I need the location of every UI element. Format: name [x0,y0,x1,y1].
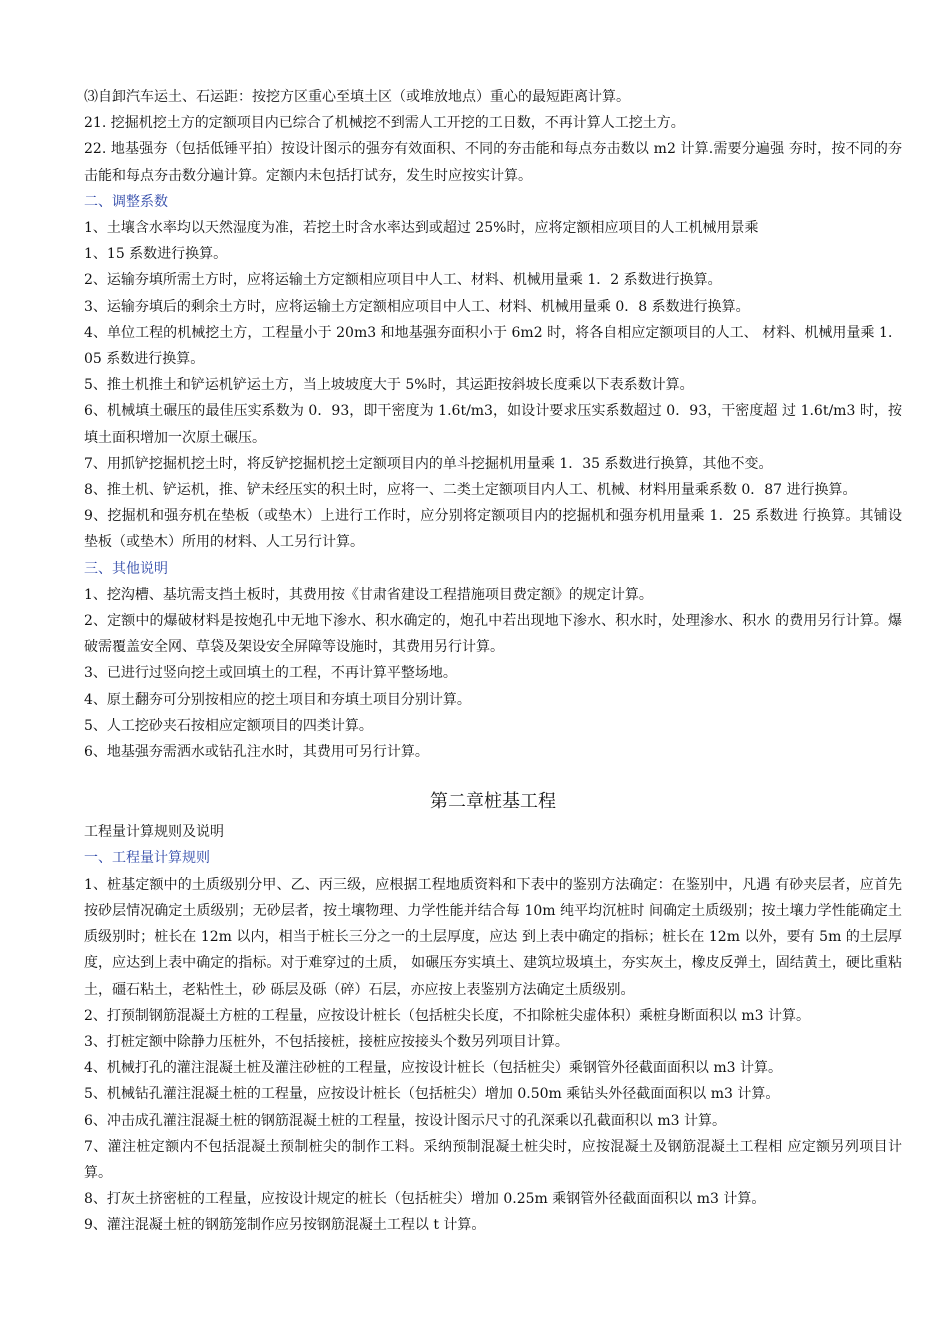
list-item: 1、15 系数进行换算。 [84,246,228,263]
paragraph: ⑶自卸汽车运土、石运距：按挖方区重心至填土区（或堆放地点）重心的最短距离计算。 [84,89,630,105]
list-item: 4、机械打孔的灌注混凝土桩及灌注砂桩的工程量，应按设计桩长（包括桩尖）乘钢管外径截面面积以 m3 计算。 [84,1060,782,1077]
section-heading-other: 三、其他说明 [84,560,168,577]
list-item: 7、灌注桩定额内不包括混凝土预制桩尖的制作工料。采纳预制混凝土桩尖时，应按混凝土及钢筋混凝土工程相 应定额另列项目计算。 [84,1138,902,1181]
list-item: 3、运输夯填后的剩余土方时，应将运输土方定额相应项目中人工、材料、机械用量乘 0．8 系数进行换算。 [84,298,750,315]
chapter-title: 第二章桩基工程 [430,791,556,813]
list-item: 8、打灰土挤密桩的工程量，应按设计规定的桩长（包括桩尖）增加 0.25m 乘钢管外径截面面积以 m3 计算。 [84,1191,766,1208]
list-item: 6、冲击成孔灌注混凝土桩的钢筋混凝土桩的工程量，按设计图示尺寸的孔深乘以孔截面积以 m3 计算。 [84,1112,726,1129]
top-paragraphs [84,84,902,189]
list-item: 5、推土机推土和铲运机铲运土方，当上坡坡度大于 5%时，其运距按斜坡长度乘以下表系数计算。 [84,377,694,394]
list-item: 6、机械填土碾压的最佳压实系数为 0．93，即干密度为 1.6t/m3，如设计要求压实系数超过 0．93，干密度超 过 1.6t/m3 时，按填土面积增加一次原土碾压。 [84,403,902,446]
list-item: 3、打桩定额中除静力压桩外，不包括接桩，接桩应按接头个数另列项目计算。 [84,1033,569,1050]
list-item: 7、用抓铲挖掘机挖土时，将反铲挖掘机挖土定额项目内的单斗挖掘机用量乘 1．35 系数进行换算，其他不变。 [84,455,773,472]
section-heading-rules: 一、工程量计算规则 [84,850,210,867]
list-item: 8、推土机、铲运机，推、铲未经压实的积土时，应将一、二类土定额项目内人工、机械、材料用量乘系数 0．87 进行换算。 [84,482,857,499]
list-item: 4、原土翻夯可分别按相应的挖土项目和夯填土项目分别计算。 [84,691,471,708]
paragraph: 21. 挖掘机挖土方的定额项目内已综合了机械挖不到需人工开挖的工日数，不再计算人工挖土方。 [84,115,685,132]
rules-list [84,872,902,1239]
list-item: 2、运输夯填所需土方时，应将运输土方定额相应项目中人工、材料、机械用量乘 1．2 系数进行换算。 [84,272,722,289]
list-item: 2、打预制钢筋混凝土方桩的工程量，应按设计桩长（包括桩尖长度，不扣除桩尖虚体积）乘桩身断面积以 m3 计算。 [84,1007,810,1024]
other-list [84,582,902,765]
list-item: 3、已进行过竖向挖土或回填土的工程，不再计算平整场地。 [84,665,457,682]
list-item: 5、人工挖砂夹石按相应定额项目的四类计算。 [84,717,373,734]
list-item: 1、挖沟槽、基坑需支挡土板时，其费用按《甘肃省建设工程措施项目费定额》的规定计算。 [84,586,653,603]
document-page [84,84,902,1239]
adjust-list [84,215,902,556]
chapter-subtitle: 工程量计算规则及说明 [84,824,224,841]
list-item: 5、机械钻孔灌注混凝土桩的工程量，应按设计桩长（包括桩尖）增加 0.50m 乘钻头外径截面面积以 m3 计算。 [84,1086,780,1103]
list-item: 4、单位工程的机械挖土方，工程量小于 20m3 和地基强夯面积小于 6m2 时，将各自相应定额项目的人工、 材料、机械用量乘 1．05 系数进行换算。 [84,324,902,368]
section-heading-adjust: 二、调整系数 [84,193,168,210]
list-item: 1、桩基定额中的土质级别分甲、乙、丙三级，应根据工程地质资料和下表中的鉴别方法确定：在鉴别中，凡遇 有砂夹层者，应首先按砂层情况确定土质级别；无砂层者，按土壤物理、力学性能并结合每 10m 纯平均沉桩时 间确定土质级别；按土壤力学性能确定土质级别时；桩长在 12m 以内，相当于桩长三分之一的土层厚度，应达 到上表中确定的指标；桩长在 12m 以外，要有 5m 的土层厚度，应达到上表中确定的指标。对于难穿过的土质， 如碾压夯实填土、建筑垃圾填土，夯实灰土，橡皮反弹土，固结黄土，硬比重粘土，礓石粘土，老粘性土，砂 砾层及砾（碎）石层，亦应按上表鉴别方法确定土质级别。 [84,876,902,998]
list-item: 2、定额中的爆破材料是按炮孔中无地下渗水、积水确定的，炮孔中若出现地下渗水、积水时，处理渗水、积水 的费用另行计算。爆破需覆盖安全网、草袋及架设安全屏障等设施时，其费用另行计算。 [84,613,902,656]
list-item: 9、挖掘机和强夯机在垫板（或垫木）上进行工作时，应分别将定额项目内的挖掘机和强夯机用量乘 1．25 系数进 行换算。其铺设垫板（或垫木）所用的材料、人工另行计算。 [84,508,902,551]
paragraph: 22. 地基强夯（包括低锤平拍）按设计图示的强夯有效面积、不同的夯击能和每点夯击数以 m2 计算.需要分遍强 夯时，按不同的夯击能和每点夯击数分遍计算。定额内未包括打试夯，发生时应按实计算。 [84,141,902,184]
list-item: 6、地基强夯需洒水或钻孔注水时，其费用可另行计算。 [84,744,429,761]
list-item: 9、灌注混凝土桩的钢筋笼制作应另按钢筋混凝土工程以 t 计算。 [84,1217,486,1234]
list-item: 1、土壤含水率均以天然湿度为准，若挖土时含水率达到或超过 25%时，应将定额相应项目的人工机械用景乘 [84,220,759,237]
